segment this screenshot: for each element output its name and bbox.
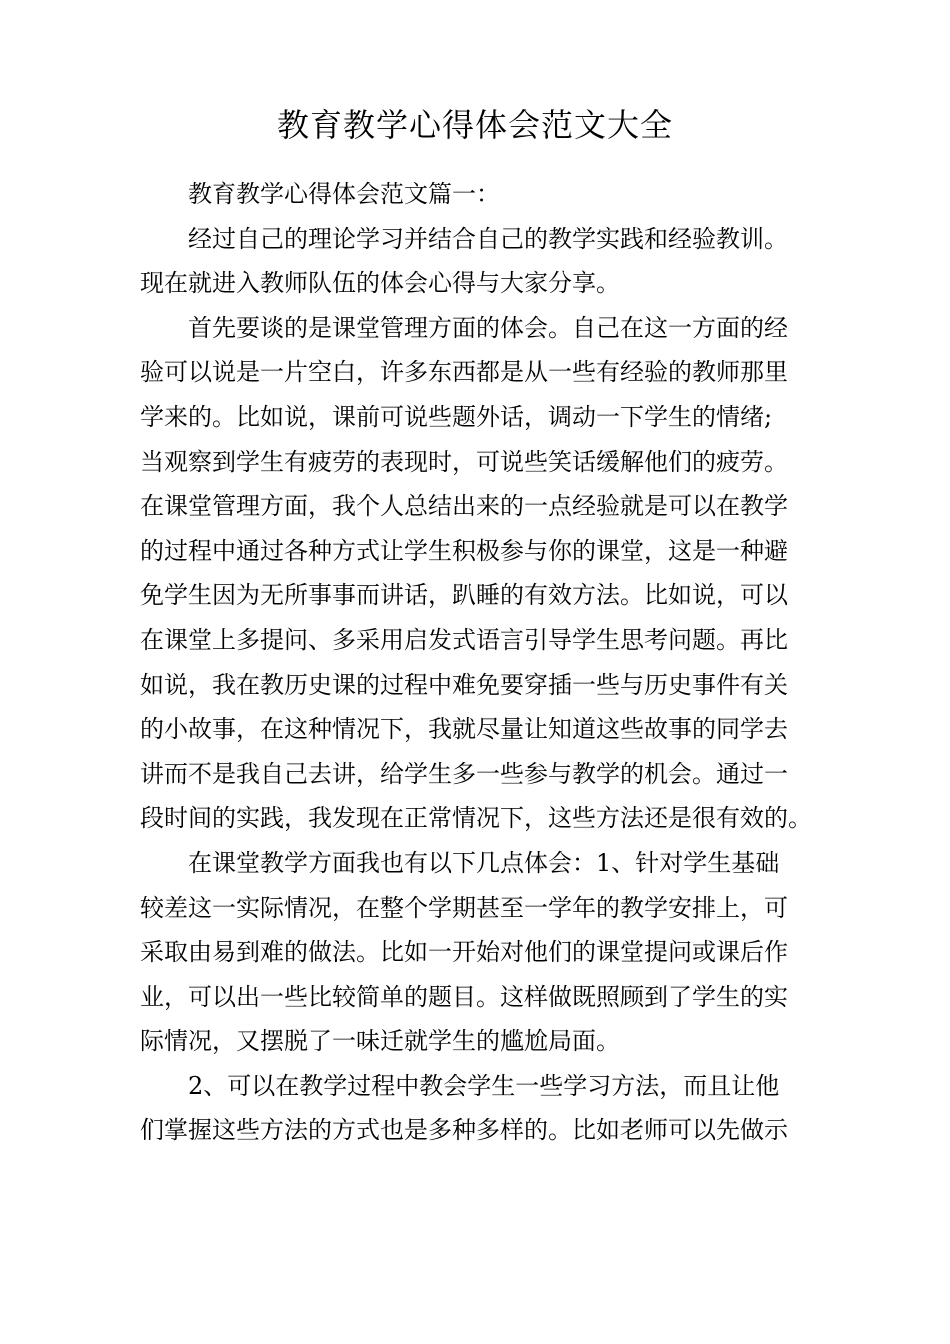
text-line: 在课堂上多提问、多采用启发式语言引导学生思考问题。再比 <box>140 625 788 654</box>
text-line: 段时间的实践，我发现在正常情况下，这些方法还是很有效的。 <box>140 804 812 833</box>
text-line: 学来的。比如说，课前可说些题外话，调动一下学生的情绪; <box>140 402 773 431</box>
text-line: 免学生因为无所事事而讲话，趴睡的有效方法。比如说，可以 <box>140 581 788 610</box>
text-line: 教育教学心得体会范文篇一： <box>188 180 500 208</box>
text-line: 际情况，又摆脱了一味迁就学生的尴尬局面。 <box>140 1027 620 1056</box>
text-line: 业，可以出一些比较简单的题目。这样做既照顾到了学生的实 <box>140 982 788 1011</box>
text-line: 在课堂教学方面我也有以下几点体会：1、针对学生基础 <box>188 848 780 877</box>
text-line: 较差这一实际情况，在整个学期甚至一学年的教学安排上，可 <box>140 893 788 922</box>
text-line: 验可以说是一片空白，许多东西都是从一些有经验的教师那里 <box>140 358 788 387</box>
document-title: 教育教学心得体会范文大全 <box>276 106 673 144</box>
text-line: 在课堂管理方面，我个人总结出来的一点经验就是可以在教学 <box>140 492 788 521</box>
text-line: 们掌握这些方法的方式也是多种多样的。比如老师可以先做示 <box>140 1116 788 1145</box>
text-line: 的过程中通过各种方式让学生积极参与你的课堂，这是一种避 <box>140 536 788 565</box>
text-line: 如说，我在教历史课的过程中难免要穿插一些与历史事件有关 <box>140 670 788 699</box>
text-line: 首先要谈的是课堂管理方面的体会。自己在这一方面的经 <box>188 313 788 342</box>
text-line: 采取由易到难的做法。比如一开始对他们的课堂提问或课后作 <box>140 938 788 967</box>
text-line: 经过自己的理论学习并结合自己的教学实践和经验教训。 <box>188 224 788 253</box>
document-body <box>140 172 840 1153</box>
text-line: 2、可以在教学过程中教会学生一些学习方法，而且让他 <box>188 1071 780 1100</box>
text-line: 当观察到学生有疲劳的表现时，可说些笑话缓解他们的疲劳。 <box>140 447 788 476</box>
text-line: 的小故事，在这种情况下，我就尽量让知道这些故事的同学去 <box>140 715 788 744</box>
text-line: 讲而不是我自己去讲，给学生多一些参与教学的机会。通过一 <box>140 759 788 788</box>
text-line: 现在就进入教师队伍的体会心得与大家分享。 <box>140 269 620 298</box>
